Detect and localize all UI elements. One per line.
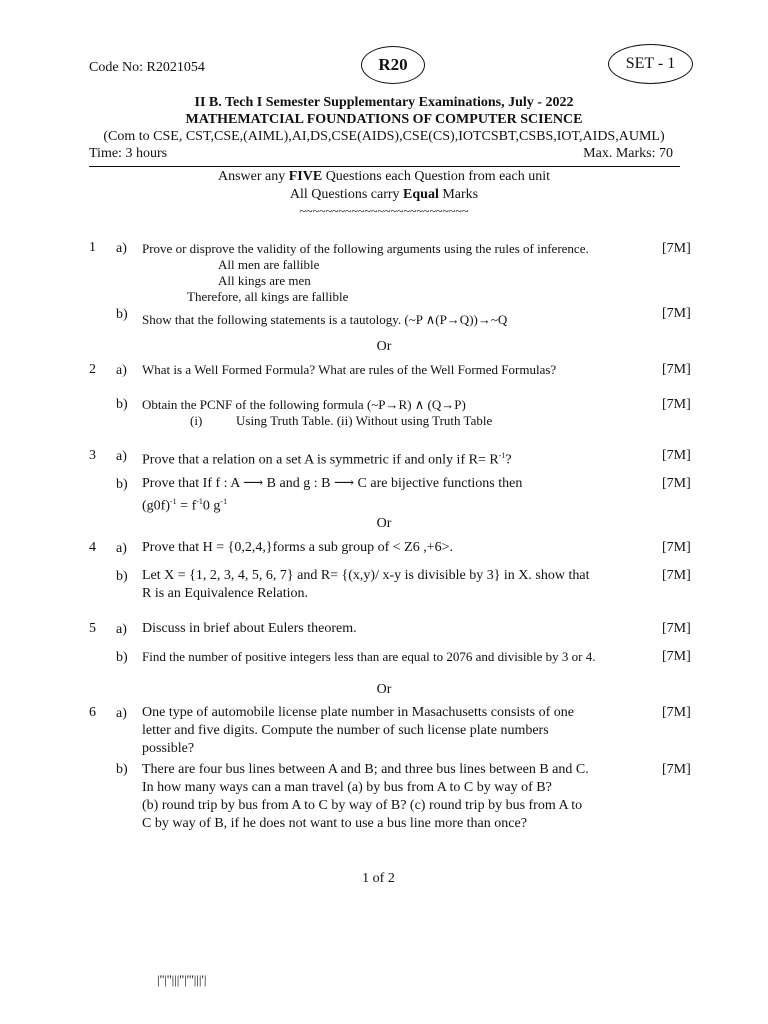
set-label: SET - 1 (625, 55, 676, 72)
question-text-line: letter and five digits. Compute the number of such license plate numbers (142, 723, 549, 738)
superscript: -1 (196, 497, 203, 506)
regulation-label: R20 (378, 55, 408, 74)
subpart-label: b) (116, 397, 128, 412)
instruction-2-post: Marks (438, 187, 479, 202)
question-text: Let X = {1, 2, 3, 4, 5, 6, 7} and R= {(x,y)/ x-y is divisible by 3} in X. show that (142, 568, 590, 583)
instruction-2-bold: Equal (403, 187, 439, 202)
or-separator: Or (376, 682, 392, 697)
subpart-label: a) (116, 706, 127, 721)
subpart-label: b) (116, 477, 128, 492)
superscript: -1 (170, 497, 177, 506)
instruction-line-1 (0, 169, 768, 185)
marks-label: [7M] (662, 476, 691, 491)
question-text-part: ? (505, 452, 512, 468)
subpart-label: a) (116, 541, 127, 556)
question-text-line (142, 493, 227, 516)
superscript: -1 (220, 497, 228, 506)
question-text-line: All kings are men (218, 273, 311, 288)
marks-label: [7M] (662, 568, 691, 583)
question-text: Prove or disprove the validity of the following arguments using the rules of inference. (142, 241, 589, 256)
question-text-part: = f (176, 498, 197, 514)
question-text-line: (i) (190, 413, 203, 428)
tilde-separator: ~~~~~~~~~~~~~~~~~~~~~~~~~~ (299, 204, 469, 218)
header-rule (89, 166, 680, 167)
instruction-2-pre: All Questions carry (289, 187, 404, 202)
question-text-line: R is an Equivalence Relation. (142, 586, 309, 601)
question-number: 2 (89, 362, 96, 377)
superscript: -1 (498, 451, 506, 460)
regulation-badge (361, 46, 425, 84)
time-label: Time: 3 hours (89, 146, 168, 161)
question-text-line: Therefore, all kings are fallible (187, 289, 349, 304)
max-marks-label: Max. Marks: 70 (583, 146, 673, 161)
marks-label: [7M] (662, 241, 691, 256)
marks-label: [7M] (662, 705, 691, 720)
subpart-label: b) (116, 569, 128, 584)
instruction-1-bold: FIVE (288, 169, 323, 184)
question-text-part: 0 g (202, 498, 221, 514)
subpart-label: a) (116, 622, 127, 637)
question-number: 1 (89, 240, 96, 255)
question-text: Prove that If f : A ⟶ B and g : B ⟶ C are bijective functions then (142, 476, 523, 491)
marks-label: [7M] (662, 649, 691, 664)
marks-label: [7M] (662, 621, 691, 636)
question-text-line: possible? (142, 741, 195, 756)
question-text: Discuss in brief about Eulers theorem. (142, 621, 357, 636)
question-text (142, 447, 512, 470)
subpart-label: b) (116, 650, 128, 665)
question-text-part: (g0f) (142, 498, 170, 514)
question-text: Show that the following statements is a tautology. (~P ∧(P→Q))→~Q (142, 312, 508, 327)
subpart-label: a) (116, 363, 127, 378)
page-number: 1 of 2 (362, 871, 395, 886)
question-text: Obtain the PCNF of the following formula (~P→R) ∧ (Q→P) (142, 397, 466, 412)
question-number: 4 (89, 540, 96, 555)
subpart-label: a) (116, 449, 127, 464)
subpart-label: a) (116, 241, 127, 256)
question-text: What is a Well Formed Formula? What are rules of the Well Formed Formulas? (142, 362, 557, 377)
or-separator: Or (376, 516, 392, 531)
question-text-line: In how many ways can a man travel (a) by bus from A to C by way of B? (142, 780, 552, 795)
question-number: 3 (89, 448, 96, 463)
subpart-label: b) (116, 307, 128, 322)
question-text-line: (b) round trip by bus from A to C by way of B? (c) round trip by bus from A to (142, 798, 583, 813)
question-number: 5 (89, 621, 96, 636)
question-text-line: All men are fallible (218, 257, 320, 272)
code-number: Code No: R2021054 (89, 60, 205, 75)
barcode-text: |''|''|||''|'''|||'| (157, 972, 207, 987)
subject-title: MATHEMATCIAL FOUNDATIONS OF COMPUTER SCIENCE (185, 112, 583, 127)
question-text: Find the number of positive integers less than are equal to 2076 and divisible by 3 or 4. (142, 649, 596, 664)
branches-line: (Com to CSE, CST,CSE,(AIML),AI,DS,CSE(AIDS),CSE(CS),IOTCSBT,CSBS,IOT,AIDS,AUML) (103, 129, 665, 144)
question-text-part: Prove that a relation on a set A is symmetric if and only if R= R (142, 452, 499, 468)
marks-label: [7M] (662, 397, 691, 412)
question-number: 6 (89, 705, 96, 720)
marks-label: [7M] (662, 362, 691, 377)
question-text-line: Using Truth Table. (ii) Without using Truth Table (236, 413, 493, 428)
question-text: Prove that H = {0,2,4,}forms a sub group of < Z6 ,+6>. (142, 540, 453, 555)
instruction-line-2 (0, 187, 768, 203)
exam-title: II B. Tech I Semester Supplementary Examinations, July - 2022 (194, 95, 574, 110)
marks-label: [7M] (662, 306, 691, 321)
question-text: One type of automobile license plate number in Masachusetts consists of one (142, 705, 574, 720)
or-separator: Or (376, 339, 392, 354)
marks-label: [7M] (662, 540, 691, 555)
question-text-line: C by way of B, if he does not want to use a bus line more than once? (142, 816, 527, 831)
set-badge (608, 44, 693, 84)
instruction-1-pre: Answer any (217, 169, 289, 184)
subpart-label: b) (116, 762, 128, 777)
marks-label: [7M] (662, 762, 691, 777)
question-text: There are four bus lines between A and B; and three bus lines between B and C. (142, 762, 589, 777)
marks-label: [7M] (662, 448, 691, 463)
instruction-1-post: Questions each Question from each unit (322, 169, 551, 184)
